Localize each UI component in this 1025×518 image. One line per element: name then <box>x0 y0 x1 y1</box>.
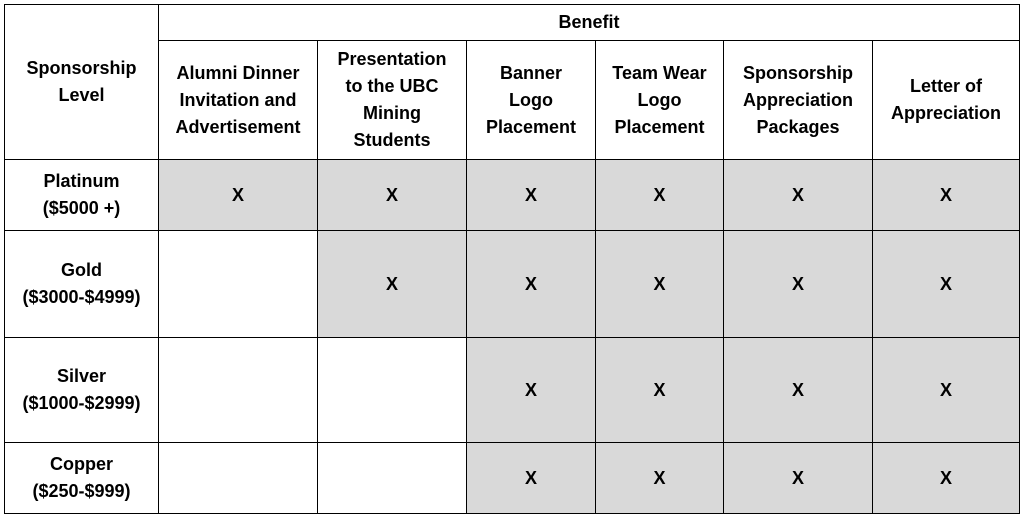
benefit-cell <box>159 338 318 443</box>
benefit-header-line: Mining <box>363 103 421 123</box>
sponsor-row-silver <box>5 338 1020 443</box>
level-name: Copper <box>50 454 113 474</box>
benefit-header-line: Advertisement <box>175 116 301 137</box>
benefit-header-letter-of-appreciation <box>873 41 1020 160</box>
benefit-cell: X <box>724 160 873 231</box>
sponsor-row-gold <box>5 231 1020 338</box>
benefit-header-line: Letter of <box>910 76 982 96</box>
level-name: Silver <box>56 366 107 386</box>
sponsor-row-copper <box>5 443 1020 514</box>
sponsorship-benefits-table <box>4 4 1020 514</box>
benefit-header-line: Placement <box>485 116 577 137</box>
benefit-header-presentation <box>318 41 467 160</box>
benefit-header-line: to the UBC <box>345 76 439 96</box>
benefit-cell: X <box>596 338 724 443</box>
benefit-header-line: Alumni Dinner <box>176 62 300 83</box>
benefit-cell: X <box>873 160 1020 231</box>
benefit-header-line: Logo <box>637 89 682 110</box>
benefit-cell <box>318 443 467 514</box>
benefit-cell: X <box>467 338 596 443</box>
benefit-cell: X <box>873 443 1020 514</box>
benefit-cell: X <box>724 231 873 338</box>
level-cell <box>5 231 159 338</box>
benefit-header-appreciation-packages <box>724 41 873 160</box>
benefit-header-line: Sponsorship <box>742 62 853 83</box>
level-name: Gold <box>61 260 102 280</box>
benefit-header-line: Appreciation <box>890 103 1001 123</box>
benefit-cell <box>318 338 467 443</box>
benefit-header-line: Invitation and <box>179 89 297 110</box>
benefit-cell: X <box>467 231 596 338</box>
benefit-cell: X <box>159 160 318 231</box>
benefit-cell: X <box>596 443 724 514</box>
benefit-header-line: Packages <box>756 116 840 137</box>
level-name: Platinum <box>43 171 120 191</box>
benefit-header-line: Appreciation <box>742 89 853 110</box>
sponsorship-level-header <box>5 5 159 160</box>
benefit-header-line: Placement <box>614 116 705 137</box>
benefit-cell: X <box>873 338 1020 443</box>
benefit-header-line: Presentation <box>337 49 447 69</box>
benefit-cell: X <box>724 338 873 443</box>
header-row-top <box>5 5 1020 41</box>
benefit-header-team-wear-logo <box>596 41 724 160</box>
benefit-cell: X <box>318 160 467 231</box>
benefit-header-alumni-dinner <box>159 41 318 160</box>
level-cell <box>5 160 159 231</box>
benefit-cell: X <box>724 443 873 514</box>
benefit-header-line: Students <box>353 130 431 150</box>
benefit-cell: X <box>596 231 724 338</box>
benefit-cell <box>159 231 318 338</box>
benefit-header-line: Banner <box>499 62 562 83</box>
level-cell <box>5 338 159 443</box>
level-range: ($250-$999) <box>32 481 131 501</box>
level-cell <box>5 443 159 514</box>
benefit-cell: X <box>873 231 1020 338</box>
level-range: ($3000-$4999) <box>22 287 141 307</box>
level-range: ($1000-$2999) <box>22 393 141 413</box>
benefit-header-line: Team Wear <box>612 62 707 83</box>
benefit-cell: X <box>318 231 467 338</box>
level-range: ($5000 +) <box>42 198 121 218</box>
benefit-cell: X <box>467 443 596 514</box>
benefit-cell: X <box>467 160 596 231</box>
benefit-header-banner-logo <box>467 41 596 160</box>
corner-header-line: Level <box>58 85 105 105</box>
benefit-header-line: Logo <box>509 89 553 110</box>
benefit-cell <box>159 443 318 514</box>
sponsor-row-platinum <box>5 160 1020 231</box>
benefit-cell: X <box>596 160 724 231</box>
benefit-group-header: Benefit <box>159 5 1020 41</box>
corner-header-line: Sponsorship <box>26 58 137 78</box>
